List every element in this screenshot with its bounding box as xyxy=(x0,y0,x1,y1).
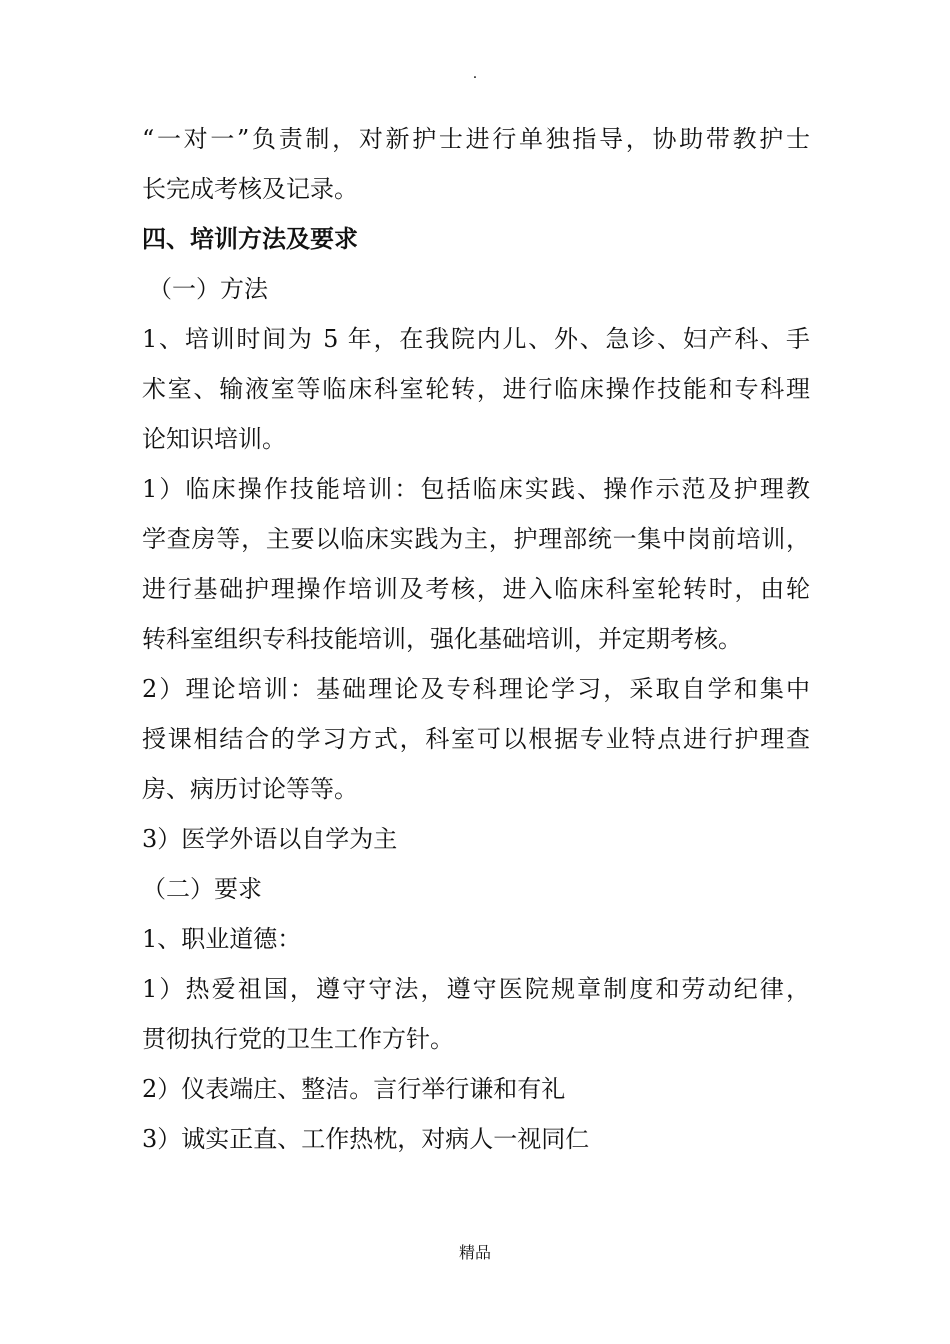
paragraph-line: 2）仪表端庄、整洁。言行举行谦和有礼 xyxy=(142,1075,566,1103)
paragraph-line: 2）理论培训：基础理论及专科理论学习，采取自学和集中 xyxy=(142,675,810,703)
subsection-heading: （二）要求 xyxy=(142,875,262,903)
paragraph-line: 转科室组织专科技能培训，强化基础培训，并定期考核。 xyxy=(142,625,742,653)
paragraph-line: 3）诚实正直、工作热枕，对病人一视同仁 xyxy=(142,1125,590,1153)
paragraph-line: 房、病历讨论等等。 xyxy=(142,775,358,803)
section-heading: 四、培训方法及要求 xyxy=(142,224,358,253)
page-header-mark: . xyxy=(472,66,478,82)
subsection-heading: （一）方法 xyxy=(148,275,268,303)
paragraph-line: 贯彻执行党的卫生工作方针。 xyxy=(142,1025,454,1053)
paragraph-line: 长完成考核及记录。 xyxy=(142,175,358,203)
document-body xyxy=(142,114,810,1164)
paragraph-line: 授课相结合的学习方式，科室可以根据专业特点进行护理查 xyxy=(142,725,810,753)
paragraph-line: 论知识培训。 xyxy=(142,425,286,453)
page-footer: 精品 xyxy=(458,1243,491,1262)
paragraph-line: 1）临床操作技能培训：包括临床实践、操作示范及护理教 xyxy=(142,475,810,503)
paragraph-line: 术室、输液室等临床科室轮转，进行临床操作技能和专科理 xyxy=(142,375,810,403)
paragraph-line: 1、职业道德： xyxy=(142,925,302,953)
paragraph-line: 1、培训时间为 5 年，在我院内儿、外、急诊、妇产科、手 xyxy=(142,325,810,353)
paragraph-line: 1）热爱祖国，遵守守法，遵守医院规章制度和劳动纪律， xyxy=(142,975,810,1003)
paragraph-line: “一对一”负责制，对新护士进行单独指导，协助带教护士 xyxy=(142,125,810,153)
paragraph-line: 学查房等，主要以临床实践为主，护理部统一集中岗前培训， xyxy=(142,525,810,553)
paragraph-line: 进行基础护理操作培训及考核，进入临床科室轮转时，由轮 xyxy=(142,575,810,603)
paragraph-line: 3）医学外语以自学为主 xyxy=(142,825,398,853)
